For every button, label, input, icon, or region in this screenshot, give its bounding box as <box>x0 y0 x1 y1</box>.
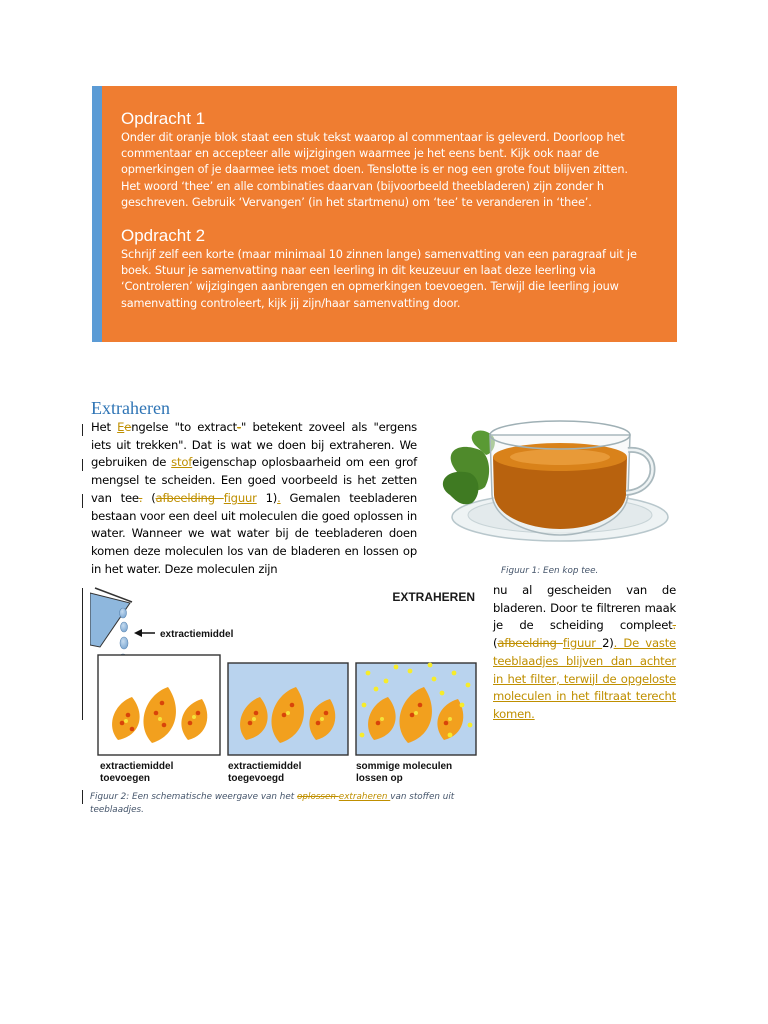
inserted-text[interactable]: stof <box>171 455 193 470</box>
deleted-text[interactable]: - <box>237 420 242 434</box>
arrow-label: extractiemiddel <box>160 629 234 640</box>
assignment-1-line: Onder dit oranje blok staat een stuk tekst waarop al commentaar is geleverd. Doorloop het <box>121 131 625 144</box>
body-paragraph[interactable]: Het Eengelse "to extract-" betekent zoveel als "ergens iets uit trekken". Dat is wat we doen bij extraheren. We gebruiken de stofeigenschap oplosbaarheid om een grof mengsel te scheiden. Een goed voorbeeld is het zetten van tee. (afbeelding figuur 1). Gemalen teebladeren bestaan voor een deel uit moleculen die goed oplossen in water. Wanneer we wat water bij de teebladeren doen komen deze moleculen los van de bladeren en lossen op in het water. Deze moleculen zijn <box>91 420 418 576</box>
assignment-2-line: samenvatting controleert, kijk jij zijn/haar samenvatting door. <box>121 296 461 310</box>
change-bar <box>82 459 83 471</box>
assignment-1-line: commentaar en accepteer alle wijzigingen waarmee je het eens bent. Kijk ook naar de <box>121 147 600 161</box>
inserted-text[interactable]: figuur <box>223 490 257 505</box>
assignment-2-title: Opdracht 2 <box>121 226 206 246</box>
assignment-1-line: geschreven. Gebruik ‘Vervangen’ (in het startmenu) om ‘tee’ te veranderen in ‘thee’. <box>121 195 592 209</box>
deleted-text[interactable]: afbeelding <box>155 490 224 505</box>
step-2-label-line2: toegevoegd <box>228 773 285 784</box>
figure-1-caption: Figuur 1: Een kop tee. <box>501 566 599 576</box>
assignment-2-line: boek. Stuur je samenvatting naar een leerling in dit keuzeuur en laat deze leerling via <box>121 264 596 278</box>
assignment-1-line: opmerkingen of je daarmee iets moet doen. Tenslotte is er nog een grote fout blijven zitten. <box>121 163 628 177</box>
deleted-text[interactable]: afbeelding <box>497 636 563 651</box>
inserted-text[interactable]: figuur <box>562 636 603 651</box>
body-paragraph-continued[interactable]: nu al gescheiden van de bladeren. Door te filtreren maak je de scheiding compleet. (afbeelding figuur 2). De vaste teeblaadjes blijven dan achter in het filter, terwijl de opgeloste moleculen in het filtraat terecht komen. <box>493 583 676 721</box>
deleted-text[interactable]: . <box>138 490 143 505</box>
inserted-text[interactable]: . <box>277 490 281 505</box>
assignment-1-text <box>121 130 661 211</box>
step-3-label-line2: lossen op <box>356 773 403 784</box>
change-bar <box>82 494 83 508</box>
deleted-text[interactable]: . <box>672 618 676 633</box>
extraction-diagram <box>90 585 482 790</box>
assignment-block <box>92 86 677 342</box>
change-bar <box>82 588 83 720</box>
diagram-title: EXTRAHEREN <box>392 590 475 604</box>
inserted-text[interactable]: extraheren <box>338 792 391 802</box>
deleted-text[interactable]: e <box>124 420 132 434</box>
change-bar <box>82 790 83 804</box>
step-1-label-line1: extractiemiddel <box>100 761 174 772</box>
assignment-1-line: Het woord ‘thee’ en alle combinaties daarvan (bijvoorbeeld theebladeren) zijn zonder h <box>121 179 604 193</box>
section-title: Extraheren <box>91 398 170 418</box>
step-3-label-line1: sommige moleculen <box>356 761 453 772</box>
assignment-1-title: Opdracht 1 <box>121 109 206 128</box>
inserted-text[interactable]: E <box>117 420 125 434</box>
step-1-label-line2: toevoegen <box>100 773 151 784</box>
figure-2-caption: Figuur 2: Een schematische weergave van het oplossen extraheren van stoffen uit teeblaadjes. <box>90 792 455 815</box>
accent-stripe <box>92 86 102 342</box>
assignment-2-line: Schrijf zelf een korte (maar minimaal 10 zinnen lange) samenvatting van een paragraaf uit je <box>121 248 637 262</box>
inserted-text[interactable]: . De vaste teeblaadjes blijven dan achter in het filter, terwijl de opgeloste moleculen in het filtraat terecht komen. <box>493 636 676 721</box>
deleted-text[interactable]: oplossen <box>297 792 339 802</box>
change-bar <box>82 424 83 436</box>
tea-cup-image <box>430 395 670 555</box>
assignment-2-text <box>121 247 661 312</box>
step-2-label-line1: extractiemiddel <box>228 761 302 772</box>
assignment-2-line: ‘Controleren’ wijzigingen aanbrengen en opmerkingen toevoegen. Terwijl die leerling jouw <box>121 280 619 294</box>
tea-leaves-group <box>112 687 463 743</box>
